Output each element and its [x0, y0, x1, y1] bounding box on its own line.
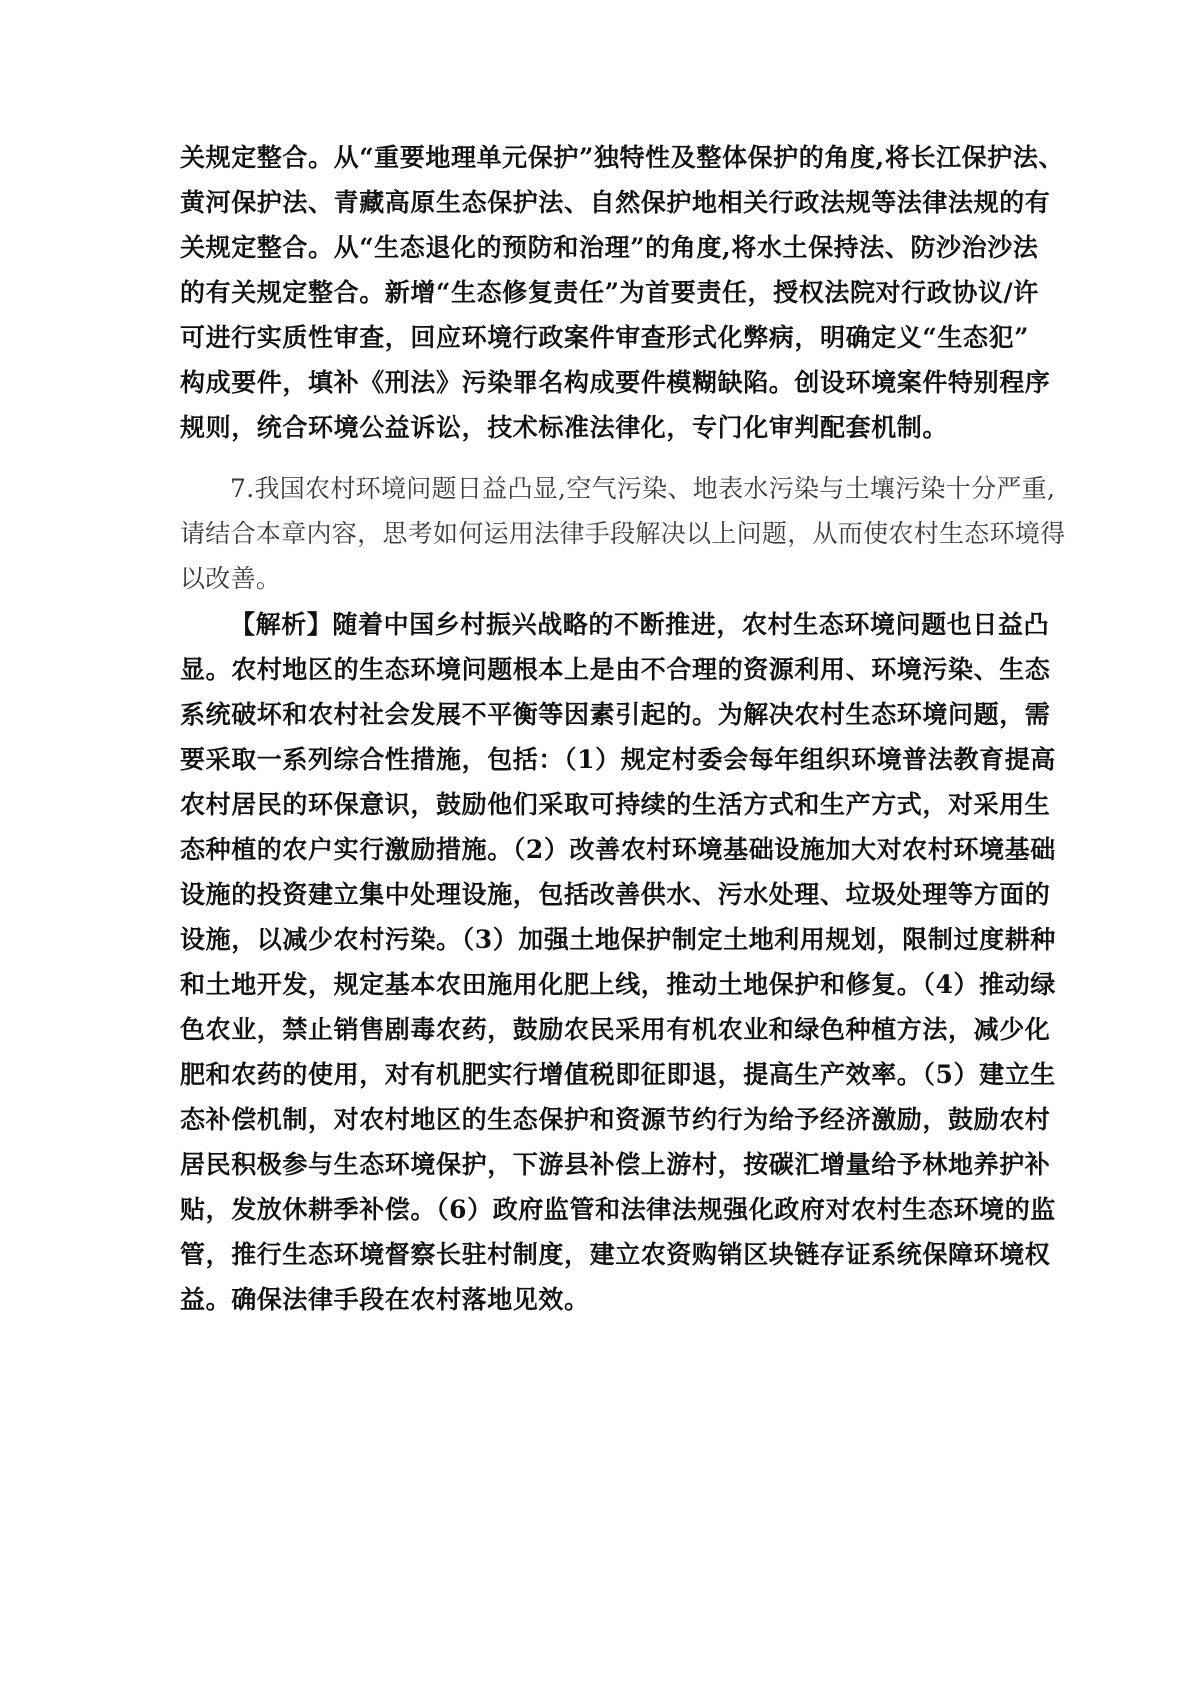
text-line: 7.我国农村环境问题日益凸显,空气污染、地表水污染与土壤污染十分严重, — [230, 474, 1056, 503]
paragraph-legal-integration — [180, 135, 1065, 450]
text-line: 贴，发放休耕季补偿。（6）政府监管和法律法规强化政府对农村生态环境的监 — [180, 1195, 1056, 1224]
text-line: 关规定整合。从“生态退化的预防和治理”的角度,将水土保持法、防沙治沙法 — [180, 233, 1039, 262]
text-line: 关规定整合。从“重要地理单元保护”独特性及整体保护的角度,将长江保护法、 — [180, 143, 1065, 172]
text-line: 态补偿机制，对农村地区的生态保护和资源节约行为给予经济激励，鼓励农村 — [180, 1105, 1051, 1134]
text-line: 态种植的农户实行激励措施。（2）改善农村环境基础设施加大对农村环境基础 — [180, 835, 1056, 864]
answer-analysis — [180, 602, 1056, 1322]
text-line: 肥和农药的使用，对有机肥实行增值税即征即退，提高生产效率。（5）建立生 — [180, 1060, 1056, 1089]
text-line: 农村居民的环保意识，鼓励他们采取可持续的生活方式和生产方式，对采用生 — [180, 790, 1051, 819]
text-line: 管，推行生态环境督察长驻村制度，建立农资购销区块链存证系统保障环境权 — [180, 1240, 1051, 1269]
text-line: 设施，以减少农村污染。（3）加强土地保护制定土地利用规划，限制过度耕种 — [180, 925, 1056, 954]
text-line: 色农业，禁止销售剧毒农药，鼓励农民采用有机农业和绿色种植方法，减少化 — [180, 1015, 1051, 1044]
text-line: 可进行实质性审查，回应环境行政案件审查形式化弊病，明确定义“生态犯” — [180, 323, 1030, 352]
text-line: 显。农村地区的生态环境问题根本上是由不合理的资源利用、环境污染、生态 — [180, 655, 1051, 684]
text-line: 黄河保护法、青藏高原生态保护法、自然保护地相关行政法规等法律法规的有 — [180, 188, 1051, 217]
text-line: 请结合本章内容，思考如何运用法律手段解决以上问题，从而使农村生态环境得 — [180, 519, 1066, 548]
text-line: 的有关规定整合。新增“生态修复责任”为首要责任，授权法院对行政协议/许 — [180, 278, 1039, 307]
question-7 — [180, 466, 1066, 601]
text-line: 设施的投资建立集中处理设施，包括改善供水、污水处理、垃圾处理等方面的 — [180, 880, 1051, 909]
text-line: 系统破坏和农村社会发展不平衡等因素引起的。为解决农村生态环境问题，需 — [180, 700, 1051, 729]
text-line: 规则，统合环境公益诉讼，技术标准法律化，专门化审判配套机制。 — [180, 413, 949, 442]
text-line: 构成要件，填补《刑法》污染罪名构成要件模糊缺陷。创设环境案件特别程序 — [180, 368, 1051, 397]
text-line: 居民积极参与生态环境保护，下游县补偿上游村，按碳汇增量给予林地养护补 — [180, 1150, 1051, 1179]
text-line: 益。确保法律手段在农村落地见效。 — [180, 1285, 590, 1314]
text-line: 要采取一系列综合性措施，包括：（1）规定村委会每年组织环境普法教育提高 — [180, 745, 1056, 774]
text-line: 和土地开发，规定基本农田施用化肥上线，推动土地保护和修复。（4）推动绿 — [180, 970, 1056, 999]
text-line: 【解析】随着中国乡村振兴战略的不断推进，农村生态环境问题也日益凸 — [230, 610, 1050, 639]
text-line: 以改善。 — [180, 564, 282, 593]
